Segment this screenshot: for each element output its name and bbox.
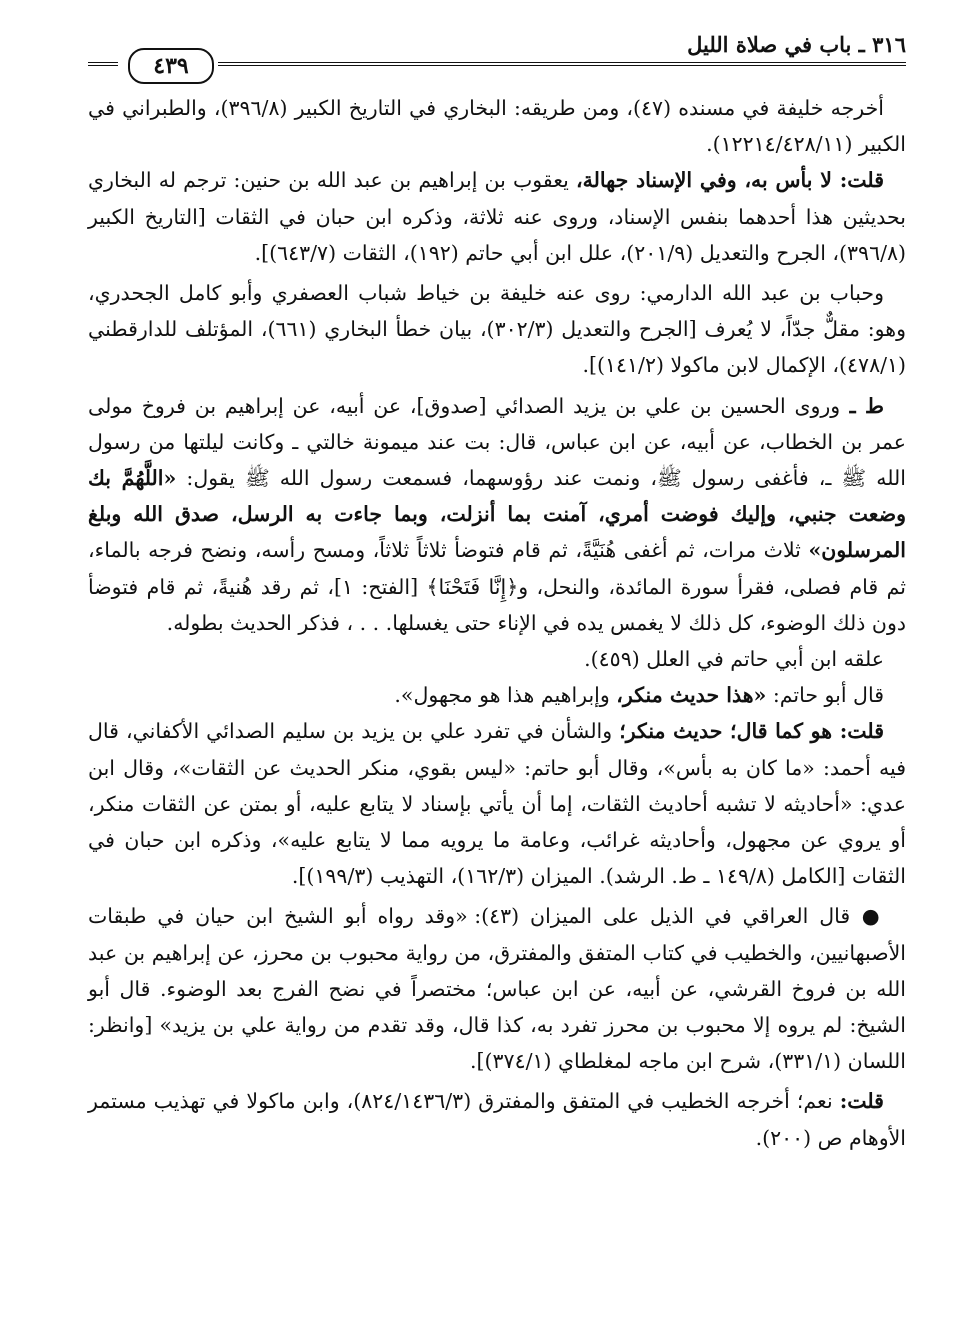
text-run: وإبراهيم هذا هو مجهول». (394, 683, 617, 708)
text-run: وروى الحسين بن علي بن يزيد الصدائي [صدوق]، عن أبيه، عن إبراهيم بن فروخ مولى عمر بن الخطاب، عن أبيه، عن ابن عباس، قال: بت عند ميمونة خالتي ـ وكانت ليلتها من رسول الله ﷺ ـ، فأغفى رسول ﷺ، ونمت عند رؤوسهما، فسمعت رسول الله ﷺ يقول: (88, 393, 906, 491)
bold-text: «اللَّهُمَّ بك وضعت جنبي، وإليك فوضت أمري، آمنت بما أنزلت، وبما جاءت به الرسل، صدق الله وبلغ المرسلون» (88, 466, 906, 563)
page-header (88, 28, 906, 90)
bold-text: ط ـ (840, 393, 884, 418)
text-run: أخرجه خليفة في مسنده (٤٧)، ومن طريقه: البخاري في التاريخ الكبير (٣٩٦/٨)، والطبراني في الكبير (١٢٢١٤/٤٢٨/١١). (88, 96, 906, 157)
text-run: علقه ابن أبي حاتم في العلل (٤٥٩). (584, 647, 884, 672)
paragraph (88, 388, 906, 641)
book-page (88, 28, 906, 1156)
paragraph (88, 677, 906, 713)
body-text (88, 90, 906, 1156)
chapter-title: ٣١٦ ـ باب في صلاة الليل (687, 32, 906, 57)
text-run: ثلاث مرات، ثم أغفى هُنَيَّةً، ثم قام فتوضأ ثلاثاً ثلاثاً، ومسح رأسه، ونضح فرجه بالماء، ثم قام فصلى، فقرأ سورة المائدة، والنحل، و﴿إِنَّا فَتَحْنَا﴾ [الفتح: ١]، ثم رقد هُنيةً، ثم قام فتوضأ دون ذلك الوضوء، كل ذلك لا يغمس يده في الإناء حتى يغسلها. . . ، فذكر الحديث بطوله. (88, 538, 906, 635)
text-run: قال أبو حاتم: (766, 683, 884, 708)
bold-text: «هذا حديث منكر، (616, 683, 767, 708)
text-run: نعم؛ أخرجه الخطيب في المتفق والمفترق (٨٢٤/١٤٣٦/٣)، وابن ماكولا في تهذيب مستمر الأوهام ص (٢٠٠). (88, 1089, 906, 1150)
bold-text: قلت: هو كما قال؛ حديث منكر؛ (619, 719, 884, 744)
bold-text: ● (850, 904, 885, 929)
bold-text: قلت: (839, 1089, 884, 1114)
paragraph (88, 898, 906, 1079)
page-number: ٤٣٩ (128, 48, 214, 84)
text-run: وحباب بن عبد الله الدارمي: روى عنه خليفة بن خياط شباب العصفري وأبو كامل الجحدري، وهو: مقلٌّ جدّاً، لا يُعرف [الجرح والتعديل (٣٠٢/٣)، بيان خطأ البخاري (٦٦١)، المؤتلف للدارقطني (٤٧٨/١)، الإكمال لابن ماكولا (١٤١/٢)]. (88, 281, 906, 378)
paragraph (88, 1083, 906, 1155)
paragraph (88, 275, 906, 384)
paragraph (88, 90, 906, 162)
bold-text: قلت: لا بأس به، وفي الإسناد جهالة، (576, 168, 885, 193)
text-run: والشأن في تفرد علي بن يزيد بن سليم الصدائي الأكفاني، قال فيه أحمد: «ما كان به بأس»، وقال أبو حاتم: «ليس بقوي، منكر الحديث عن الثقات»، وقال ابن عدي: «أحاديثه لا تشبه أحاديث الثقات، إما أن يأتي بإسناد لا يتابع عليه، أو بمتن عن الثقات منكر، أو يروي عن مجهول، وأحاديثه غرائب، وعامة ما يرويه مما لا يتابع عليه»، وذكره ابن حبان في الثقات [الكامل (١٤٩/٨ ـ ط. الرشد). الميزان (١٦٢/٣)، التهذيب (١٩٩/٣)]. (88, 719, 906, 889)
text-run: قال العراقي في الذيل على الميزان (٤٣): «وقد رواه أبو الشيخ ابن حيان في طبقات الأصبهانيين، والخطيب في كتاب المتفق والمفترق، من رواية محبوب بن محرز، عن إبراهيم بن عبد الله بن فروخ القرشي، عن أبيه، عن ابن عباس؛ مختصراً في نضح الفرج بعد الوضوء. قال أبو الشيخ: لم يروه إلا محبوب بن محرز تفرد به، كذا قال، وقد تقدم من رواية علي بن يزيد» [وانظر: اللسان (٣٣١/١)، شرح ابن ماجه لمغلطاي (٣٧٤/١)]. (88, 904, 906, 1074)
paragraph (88, 162, 906, 271)
text-run: يعقوب بن إبراهيم بن عبد الله بن حنين: ترجم له البخاري بحديثين هذا أحدهما بنفس الإسناد، وروى عنه ثلاثة، وذكره ابن حبان في الثقات [التاريخ الكبير (٣٩٦/٨)، الجرح والتعديل (٢٠١/٩)، علل ابن أبي حاتم (١٩٢)، الثقات (٦٤٣/٧)]. (88, 168, 906, 265)
paragraph (88, 713, 906, 894)
paragraph (88, 641, 906, 677)
